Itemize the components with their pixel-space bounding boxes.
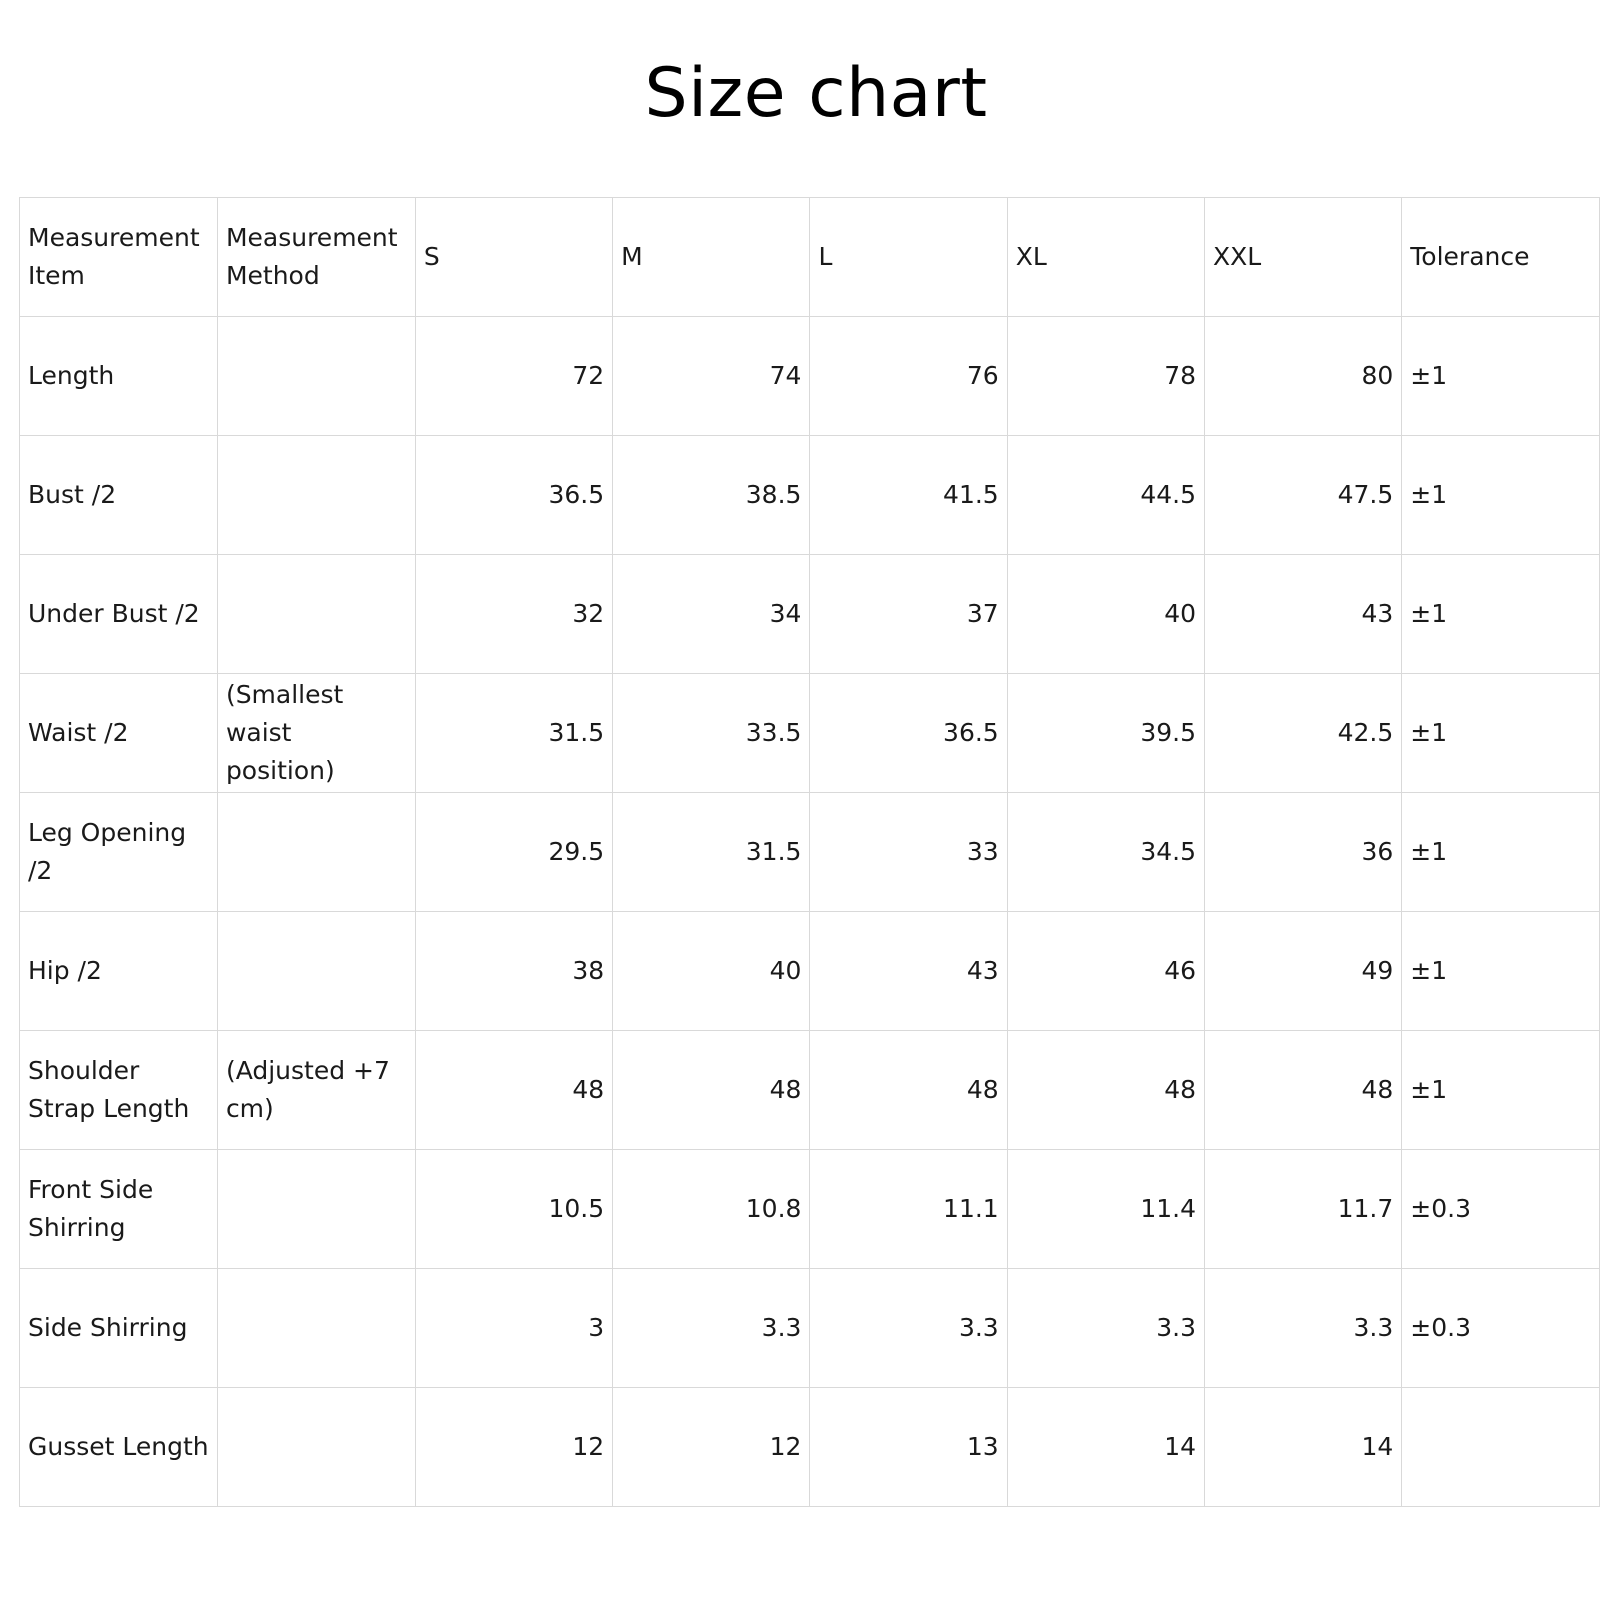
cell-measurement-method: (Smallest waist position) <box>217 674 415 793</box>
cell-measurement-item: Gusset Length <box>20 1388 218 1507</box>
table-row <box>20 793 1600 912</box>
cell-measurement-method <box>217 912 415 1031</box>
cell-measurement-item: Front Side Shirring <box>20 1150 218 1269</box>
cell-measurement-method <box>217 1269 415 1388</box>
table-row <box>20 912 1600 1031</box>
cell-size-xxl: 42.5 <box>1205 674 1402 793</box>
cell-size-m: 10.8 <box>613 1150 810 1269</box>
cell-size-l: 3.3 <box>810 1269 1007 1388</box>
cell-size-m: 33.5 <box>613 674 810 793</box>
cell-size-xl: 14 <box>1007 1388 1204 1507</box>
header-size-m: M <box>613 198 810 317</box>
cell-size-l: 37 <box>810 555 1007 674</box>
cell-size-m: 38.5 <box>613 436 810 555</box>
cell-measurement-item: Shoulder Strap Length <box>20 1031 218 1150</box>
table-row <box>20 1150 1600 1269</box>
cell-size-xl: 48 <box>1007 1031 1204 1150</box>
cell-size-xxl: 43 <box>1205 555 1402 674</box>
cell-size-s: 31.5 <box>415 674 612 793</box>
cell-size-s: 10.5 <box>415 1150 612 1269</box>
cell-size-m: 12 <box>613 1388 810 1507</box>
cell-size-xl: 34.5 <box>1007 793 1204 912</box>
cell-measurement-method <box>217 1150 415 1269</box>
cell-measurement-method <box>217 1388 415 1507</box>
cell-tolerance: ±1 <box>1402 912 1600 1031</box>
cell-size-l: 41.5 <box>810 436 1007 555</box>
cell-measurement-method <box>217 317 415 436</box>
size-chart-table <box>19 197 1600 1507</box>
cell-size-l: 48 <box>810 1031 1007 1150</box>
cell-measurement-item: Waist /2 <box>20 674 218 793</box>
cell-measurement-method: (Adjusted +7 cm) <box>217 1031 415 1150</box>
cell-tolerance: ±1 <box>1402 674 1600 793</box>
cell-size-xxl: 11.7 <box>1205 1150 1402 1269</box>
cell-tolerance: ±1 <box>1402 317 1600 436</box>
cell-size-m: 74 <box>613 317 810 436</box>
header-size-s: S <box>415 198 612 317</box>
cell-size-xxl: 14 <box>1205 1388 1402 1507</box>
cell-size-xxl: 3.3 <box>1205 1269 1402 1388</box>
header-tolerance: Tolerance <box>1402 198 1600 317</box>
page-title: Size chart <box>644 54 988 133</box>
cell-tolerance: ±1 <box>1402 436 1600 555</box>
cell-size-l: 33 <box>810 793 1007 912</box>
cell-size-s: 3 <box>415 1269 612 1388</box>
cell-size-s: 48 <box>415 1031 612 1150</box>
header-size-xl: XL <box>1007 198 1204 317</box>
table-body <box>20 317 1600 1507</box>
cell-tolerance: ±1 <box>1402 555 1600 674</box>
cell-tolerance <box>1402 1388 1600 1507</box>
cell-size-m: 40 <box>613 912 810 1031</box>
cell-measurement-item: Hip /2 <box>20 912 218 1031</box>
cell-measurement-item: Under Bust /2 <box>20 555 218 674</box>
cell-tolerance: ±1 <box>1402 1031 1600 1150</box>
cell-size-xxl: 49 <box>1205 912 1402 1031</box>
cell-tolerance: ±0.3 <box>1402 1269 1600 1388</box>
table-row <box>20 1031 1600 1150</box>
cell-size-xl: 78 <box>1007 317 1204 436</box>
cell-size-xl: 44.5 <box>1007 436 1204 555</box>
cell-size-l: 36.5 <box>810 674 1007 793</box>
cell-size-l: 43 <box>810 912 1007 1031</box>
table-row <box>20 555 1600 674</box>
cell-size-s: 36.5 <box>415 436 612 555</box>
cell-size-m: 34 <box>613 555 810 674</box>
cell-size-l: 11.1 <box>810 1150 1007 1269</box>
table-row <box>20 436 1600 555</box>
cell-size-xxl: 47.5 <box>1205 436 1402 555</box>
cell-size-s: 29.5 <box>415 793 612 912</box>
cell-size-s: 72 <box>415 317 612 436</box>
cell-measurement-method <box>217 793 415 912</box>
cell-size-xl: 39.5 <box>1007 674 1204 793</box>
cell-size-xl: 3.3 <box>1007 1269 1204 1388</box>
cell-measurement-method <box>217 555 415 674</box>
cell-size-xxl: 36 <box>1205 793 1402 912</box>
cell-measurement-item: Length <box>20 317 218 436</box>
cell-measurement-item: Side Shirring <box>20 1269 218 1388</box>
cell-size-m: 31.5 <box>613 793 810 912</box>
cell-size-xxl: 48 <box>1205 1031 1402 1150</box>
cell-size-s: 38 <box>415 912 612 1031</box>
cell-measurement-item: Leg Opening /2 <box>20 793 218 912</box>
table-header-row <box>20 198 1600 317</box>
table-row <box>20 674 1600 793</box>
header-size-xxl: XXL <box>1205 198 1402 317</box>
cell-size-m: 3.3 <box>613 1269 810 1388</box>
cell-tolerance: ±0.3 <box>1402 1150 1600 1269</box>
cell-size-xl: 40 <box>1007 555 1204 674</box>
cell-size-l: 76 <box>810 317 1007 436</box>
table-row <box>20 1269 1600 1388</box>
cell-measurement-method <box>217 436 415 555</box>
cell-size-l: 13 <box>810 1388 1007 1507</box>
table-row <box>20 1388 1600 1507</box>
header-measurement-method: Measurement Method <box>217 198 415 317</box>
header-size-l: L <box>810 198 1007 317</box>
cell-size-xxl: 80 <box>1205 317 1402 436</box>
cell-size-s: 32 <box>415 555 612 674</box>
cell-size-m: 48 <box>613 1031 810 1150</box>
cell-measurement-item: Bust /2 <box>20 436 218 555</box>
table-row <box>20 317 1600 436</box>
cell-size-s: 12 <box>415 1388 612 1507</box>
cell-size-xl: 46 <box>1007 912 1204 1031</box>
cell-size-xl: 11.4 <box>1007 1150 1204 1269</box>
header-measurement-item: Measurement Item <box>20 198 218 317</box>
cell-tolerance: ±1 <box>1402 793 1600 912</box>
